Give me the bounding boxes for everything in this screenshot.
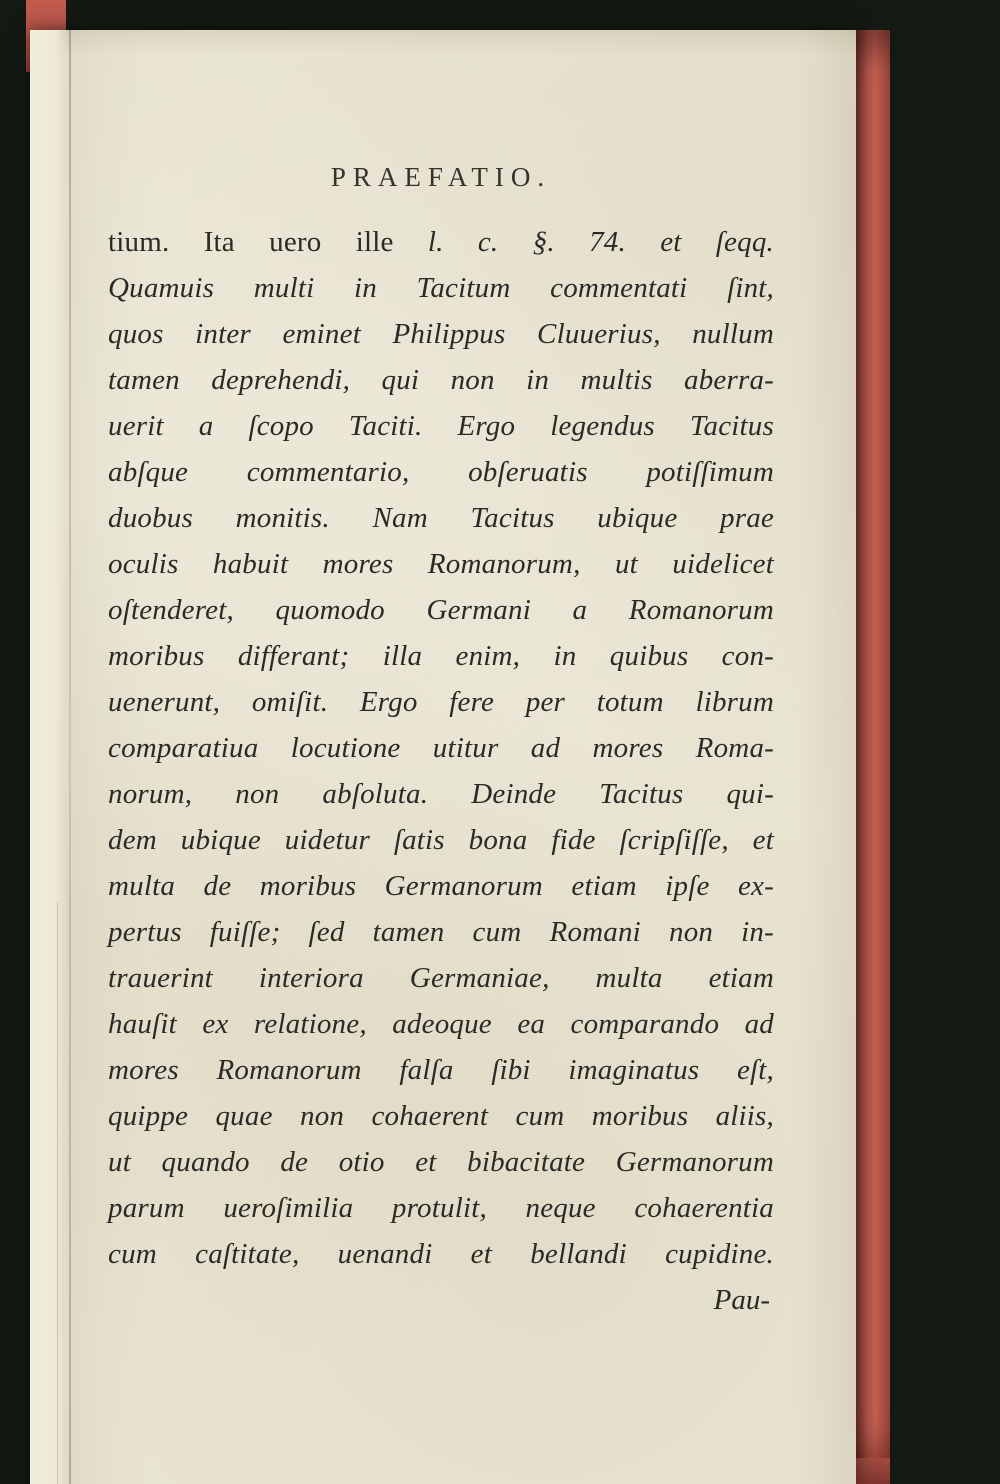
- page-fold-line: [69, 30, 71, 1484]
- catchword: Pau-: [713, 1284, 770, 1316]
- text-line: comparatiua locutione utitur ad mores Roma-: [108, 732, 774, 764]
- text-line: tamen deprehendi, qui non in multis aberra-: [108, 364, 774, 396]
- text-line: duobus monitis. Nam Tacitus ubique prae: [108, 502, 774, 534]
- page-scan: [30, 30, 856, 1484]
- text-line: pertus fuiſſe; ſed tamen cum Romani non in-: [108, 916, 774, 948]
- text-line: quippe quae non cohaerent cum moribus aliis,: [108, 1100, 774, 1132]
- page-heading: PRAEFATIO.: [330, 162, 552, 192]
- text-line: uenerunt, omiſit. Ergo fere per totum librum: [108, 686, 774, 718]
- text-block: [108, 162, 774, 1323]
- text-line: trauerint interiora Germaniae, multa etiam: [108, 962, 774, 994]
- text-line: oſtenderet, quomodo Germani a Romanorum: [108, 594, 774, 626]
- text-line: abſque commentario, obſeruatis potiſſimum: [108, 456, 774, 488]
- text-line: uerit a ſcopo Taciti. Ergo legendus Tacitus: [108, 410, 774, 442]
- text-line: norum, non abſoluta. Deinde Tacitus qui-: [108, 778, 774, 810]
- text-line: Quamuis multi in Tacitum commentati ſint,: [108, 272, 774, 304]
- page-fold-line-secondary: [57, 902, 58, 1484]
- body-text: [108, 219, 774, 1323]
- page-edge-strip: [30, 30, 68, 1484]
- text-line: oculis habuit mores Romanorum, ut uidelicet: [108, 548, 774, 580]
- text-line-roman-segment: tium. Ita uero ille: [108, 226, 428, 258]
- book-cover-edge-right: [854, 30, 890, 1484]
- text-line-italic-segment: l. c. §. 74. et ſeqq.: [427, 226, 774, 258]
- text-line: multa de moribus Germanorum etiam ipſe ex-: [108, 870, 774, 902]
- text-line: cum caſtitate, uenandi et bellandi cupidine.: [108, 1238, 774, 1270]
- text-line: moribus differant; illa enim, in quibus con-: [108, 640, 774, 672]
- text-line: parum ueroſimilia protulit, neque cohaerentia: [108, 1192, 774, 1224]
- text-line: hauſit ex relatione, adeoque ea comparando ad: [108, 1008, 774, 1040]
- text-line: quos inter eminet Philippus Cluuerius, nullum: [108, 318, 774, 350]
- text-line: [108, 219, 774, 265]
- text-line: dem ubique uidetur ſatis bona fide ſcripſiſſe, et: [108, 824, 774, 856]
- text-line: mores Romanorum falſa ſibi imaginatus eſt,: [108, 1054, 774, 1086]
- text-line: ut quando de otio et bibacitate Germanorum: [108, 1146, 774, 1178]
